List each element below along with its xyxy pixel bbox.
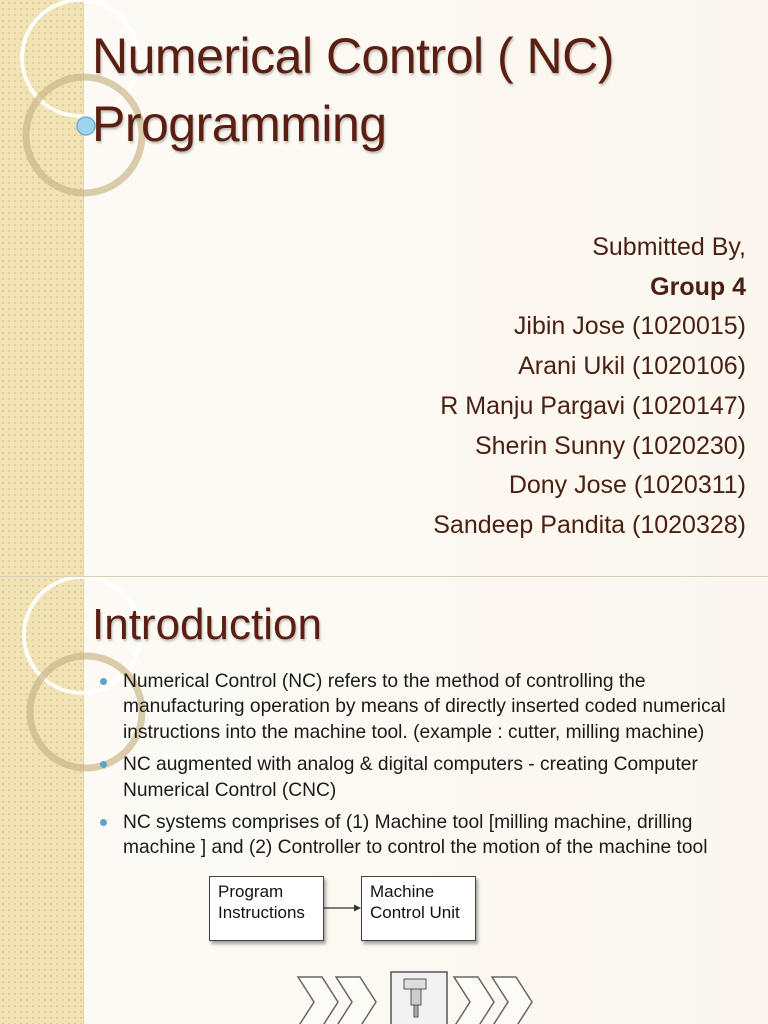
bullet-text: NC augmented with analog & digital computers - creating Computer Numerical Control (CNC) [123, 754, 698, 801]
introduction-slide [0, 577, 768, 1024]
program-instructions-box: Program Instructions [209, 876, 324, 941]
member: Arani Ukil (1020106) [518, 352, 746, 381]
diagram-arrow [0, 577, 768, 1024]
member: R Manju Pargavi (1020147) [440, 391, 746, 420]
member: Jibin Jose (1020015) [513, 312, 746, 341]
slide-title: Numerical Control ( NC) Programming [92, 28, 614, 152]
member: Dony Jose (1020311) [508, 471, 746, 500]
machine-control-unit-box: Machine Control Unit [361, 876, 476, 941]
section-title: Introduction [92, 600, 322, 649]
bullet-text: Numerical Control (NC) refers to the method of controlling the manufacturing operation by means of directly inserted coded numerical instructions into the machine tool. (example : cutter, milling machine) [123, 671, 726, 743]
bullet-text: NC systems comprises of (1) Machine tool [milling machine, drilling machine ] and (2) Controller to control the motion of the machine tool [123, 812, 708, 859]
submitted-block [433, 228, 746, 546]
group-label: Group 4 [650, 272, 746, 301]
member: Sandeep Pandita (1020328) [433, 510, 746, 539]
submitted-heading: Submitted By, [592, 233, 746, 261]
member: Sherin Sunny (1020230) [474, 431, 746, 460]
